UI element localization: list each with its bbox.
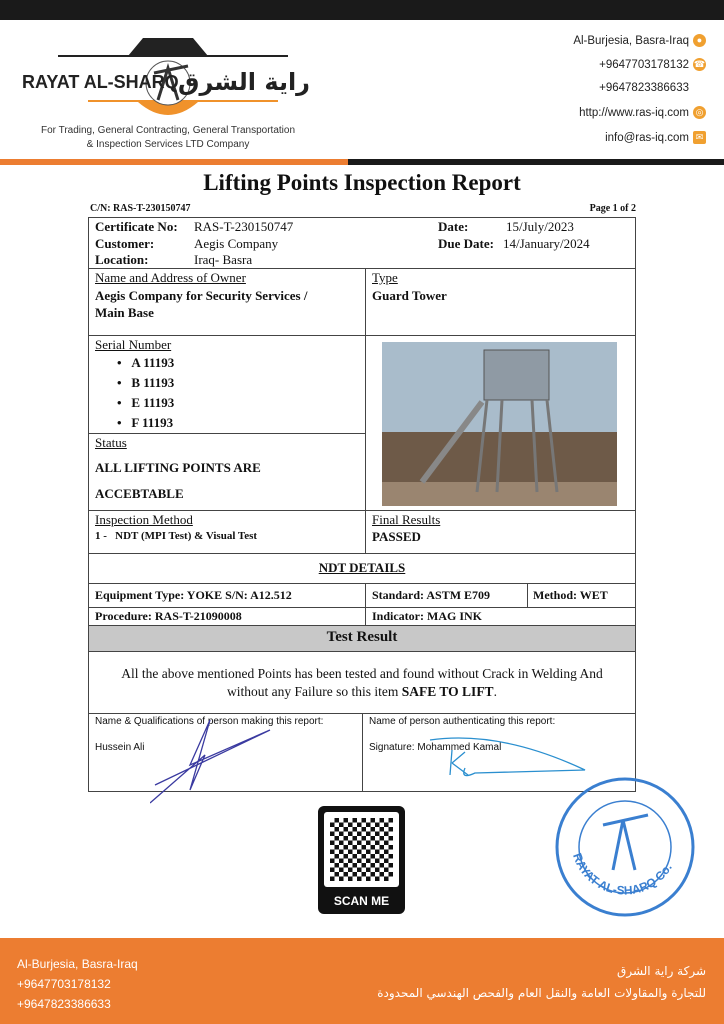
serial-item: • A 11193: [117, 355, 175, 370]
footer-arabic-name: شركة راية الشرق: [617, 964, 706, 978]
status-line1: ALL LIFTING POINTS ARE: [95, 460, 261, 475]
svg-text:راية الشرق: راية الشرق: [177, 68, 310, 96]
authenticator-label: Name of person authenticating this report:: [369, 716, 556, 727]
report-title: Lifting Points Inspection Report: [203, 170, 521, 195]
svg-text:RAYAT AL-SHARQ Co.: RAYAT AL-SHARQ Co.: [570, 851, 675, 898]
inspection-method-value: 1 - NDT (MPI Test) & Visual Test: [95, 530, 258, 542]
result-text-line1: All the above mentioned Points has been tested and found without Crack in Welding And: [121, 666, 603, 681]
final-results-value: PASSED: [372, 529, 421, 544]
ndt-details-title: NDT DETAILS: [318, 560, 406, 575]
status-label: Status: [95, 435, 127, 450]
type-value: Guard Tower: [372, 288, 447, 303]
footer-address: Al-Burjesia, Basra-Iraq: [17, 957, 138, 971]
owner-line2: Main Base: [95, 305, 154, 320]
guard-tower-photo: [382, 342, 617, 506]
signature-hussein: [150, 715, 280, 805]
status-line2: ACCEBTABLE: [95, 486, 184, 501]
final-results-label: Final Results: [372, 512, 441, 527]
company-tagline: For Trading, General Contracting, General Transportation & Inspection Services LTD Company: [40, 125, 296, 150]
company-stamp: [553, 775, 698, 920]
due-date-label: Due Date:: [438, 236, 494, 251]
mail-icon: ✉: [693, 131, 706, 144]
date-label: Date:: [438, 219, 469, 234]
certificate-number: RAS-T-230150747: [194, 219, 294, 234]
footer-arabic-desc: للتجارة والمقاولات العامة والنقل العام والفحص الهندسي المحدودة: [377, 986, 706, 1000]
svg-text:RAYAT AL-SHARQ: RAYAT AL-SHARQ: [22, 72, 179, 92]
phone-icon: ☎: [693, 59, 706, 69]
maker-name: Hussein Ali: [95, 742, 145, 753]
ndt-method: Method: WET: [533, 588, 608, 602]
inspection-method-label: Inspection Method: [95, 512, 193, 527]
dark-stripe: [348, 159, 724, 165]
location-value: Iraq- Basra: [194, 252, 253, 267]
certificate-label: Certificate No:: [95, 219, 178, 234]
procedure: Procedure: RAS-T-21090008: [95, 609, 242, 623]
customer-label: Customer:: [95, 236, 155, 251]
owner-label: Name and Address of Owner: [95, 270, 246, 285]
authenticator-name: Signature: Mohammed Kamal: [369, 742, 502, 753]
globe-icon: ◎: [693, 106, 706, 119]
header-phone1: +9647703178132 ☎: [599, 58, 706, 71]
header-website[interactable]: http://www.ras-iq.com ◎: [579, 106, 706, 119]
serial-item: • B 11193: [117, 375, 175, 390]
test-result-title: Test Result: [326, 629, 398, 645]
equipment-type: Equipment Type: YOKE S/N: A12.512: [95, 588, 292, 602]
company-logo: [18, 28, 318, 128]
page-indicator: Page 1 of 2: [589, 203, 636, 214]
date-value: 15/July/2023: [506, 219, 574, 234]
customer-value: Aegis Company: [194, 236, 279, 251]
footer-phone2: +9647823386633: [17, 997, 111, 1011]
serial-item: • F 11193: [117, 415, 174, 430]
top-bar: [0, 0, 724, 20]
serial-item: • E 11193: [117, 395, 175, 410]
due-date-value: 14/January/2024: [503, 236, 590, 251]
location-label: Location:: [95, 252, 149, 267]
type-label: Type: [372, 270, 398, 285]
qr-code[interactable]: [318, 806, 405, 914]
serial-label: Serial Number: [95, 337, 172, 352]
result-text-line2: without any Failure so this item SAFE TO LIFT.: [227, 684, 497, 699]
maker-label: Name & Qualifications of person making this report:: [95, 716, 324, 727]
footer-phone1: +9647703178132: [17, 977, 111, 991]
location-pin-icon: ●: [693, 34, 706, 47]
scan-me-label: SCAN ME: [333, 894, 390, 908]
cn-number: C/N: RAS-T-230150747: [90, 203, 191, 214]
standard: Standard: ASTM E709: [372, 588, 491, 602]
header-phone2: +9647823386633: [599, 82, 689, 94]
footer: [0, 938, 724, 1024]
indicator: Indicator: MAG INK: [372, 609, 482, 623]
orange-stripe: [0, 159, 348, 165]
header-email[interactable]: info@ras-iq.com ✉: [605, 131, 706, 144]
owner-line1: Aegis Company for Security Services /: [95, 288, 308, 303]
header-address: Al-Burjesia, Basra-Iraq ●: [573, 34, 706, 47]
